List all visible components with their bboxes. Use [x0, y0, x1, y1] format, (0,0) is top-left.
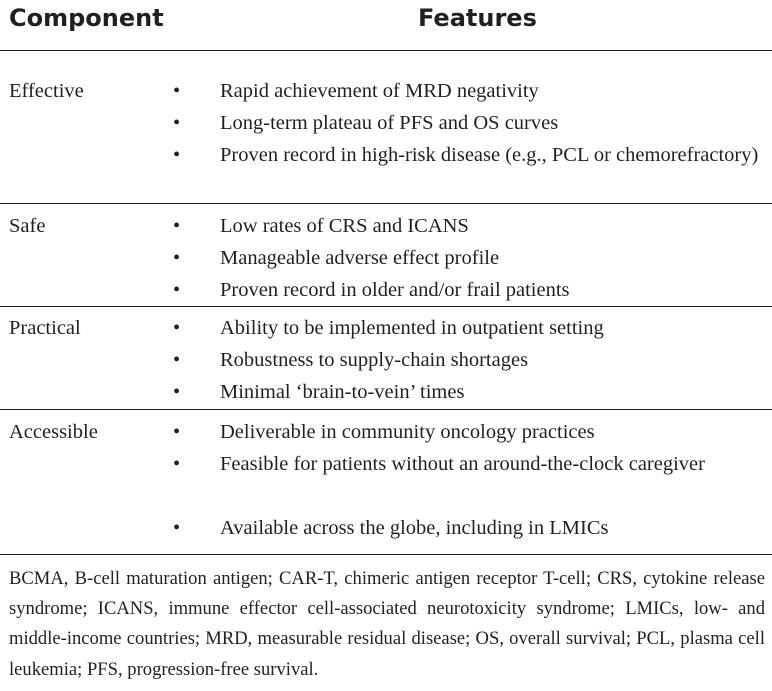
feature-item: Available across the globe, including in LMICs [220, 517, 609, 539]
feature-item: Proven record in older and/or frail patients [220, 279, 570, 301]
bullet: • [173, 247, 181, 269]
feature-item: Ability to be implemented in outpatient setting [220, 317, 604, 339]
row-divider [0, 306, 772, 307]
feature-item: Low rates of CRS and ICANS [220, 215, 469, 237]
header-component: Component [9, 4, 164, 32]
feature-item: Long-term plateau of PFS and OS curves [220, 112, 559, 134]
component-accessible: Accessible [9, 421, 98, 443]
bullet: • [173, 517, 181, 539]
component-safe: Safe [9, 215, 46, 237]
component-effective: Effective [9, 80, 84, 102]
row-divider [0, 203, 772, 204]
bullet: • [173, 381, 181, 403]
feature-item: Deliverable in community oncology practices [220, 421, 595, 443]
table-bottom-rule [0, 554, 772, 555]
header-divider [0, 50, 772, 51]
feature-item: Feasible for patients without an around-the-clock caregiver [220, 453, 705, 475]
bullet: • [173, 279, 181, 301]
bullet: • [173, 421, 181, 443]
bullet: • [173, 144, 181, 166]
bullet: • [173, 453, 181, 475]
bullet: • [173, 112, 181, 134]
table-footnote: BCMA, B-cell maturation antigen; CAR-T, chimeric antigen receptor T-cell; CRS, cytokine release syndrome; ICANS, immune effector cell-associated neurotoxicity syndrome; LMICs, low- and middle-income countries; MRD, measurable residual disease; OS, overall survival; PCL, plasma cell leukemia; PFS, progression-free survival. [9, 568, 765, 680]
row-divider [0, 409, 772, 410]
component-practical: Practical [9, 317, 81, 339]
feature-item: Manageable adverse effect profile [220, 247, 500, 269]
bullet: • [173, 317, 181, 339]
feature-item: Proven record in high-risk disease (e.g., PCL or chemorefractory) [220, 144, 759, 166]
feature-item: Rapid achievement of MRD negativity [220, 80, 539, 102]
feature-item: Robustness to supply-chain shortages [220, 349, 529, 371]
bullet: • [173, 80, 181, 102]
bullet: • [173, 349, 181, 371]
header-features: Features [418, 4, 537, 32]
feature-item: Minimal ‘brain-to-vein’ times [220, 381, 465, 403]
bullet: • [173, 215, 181, 237]
